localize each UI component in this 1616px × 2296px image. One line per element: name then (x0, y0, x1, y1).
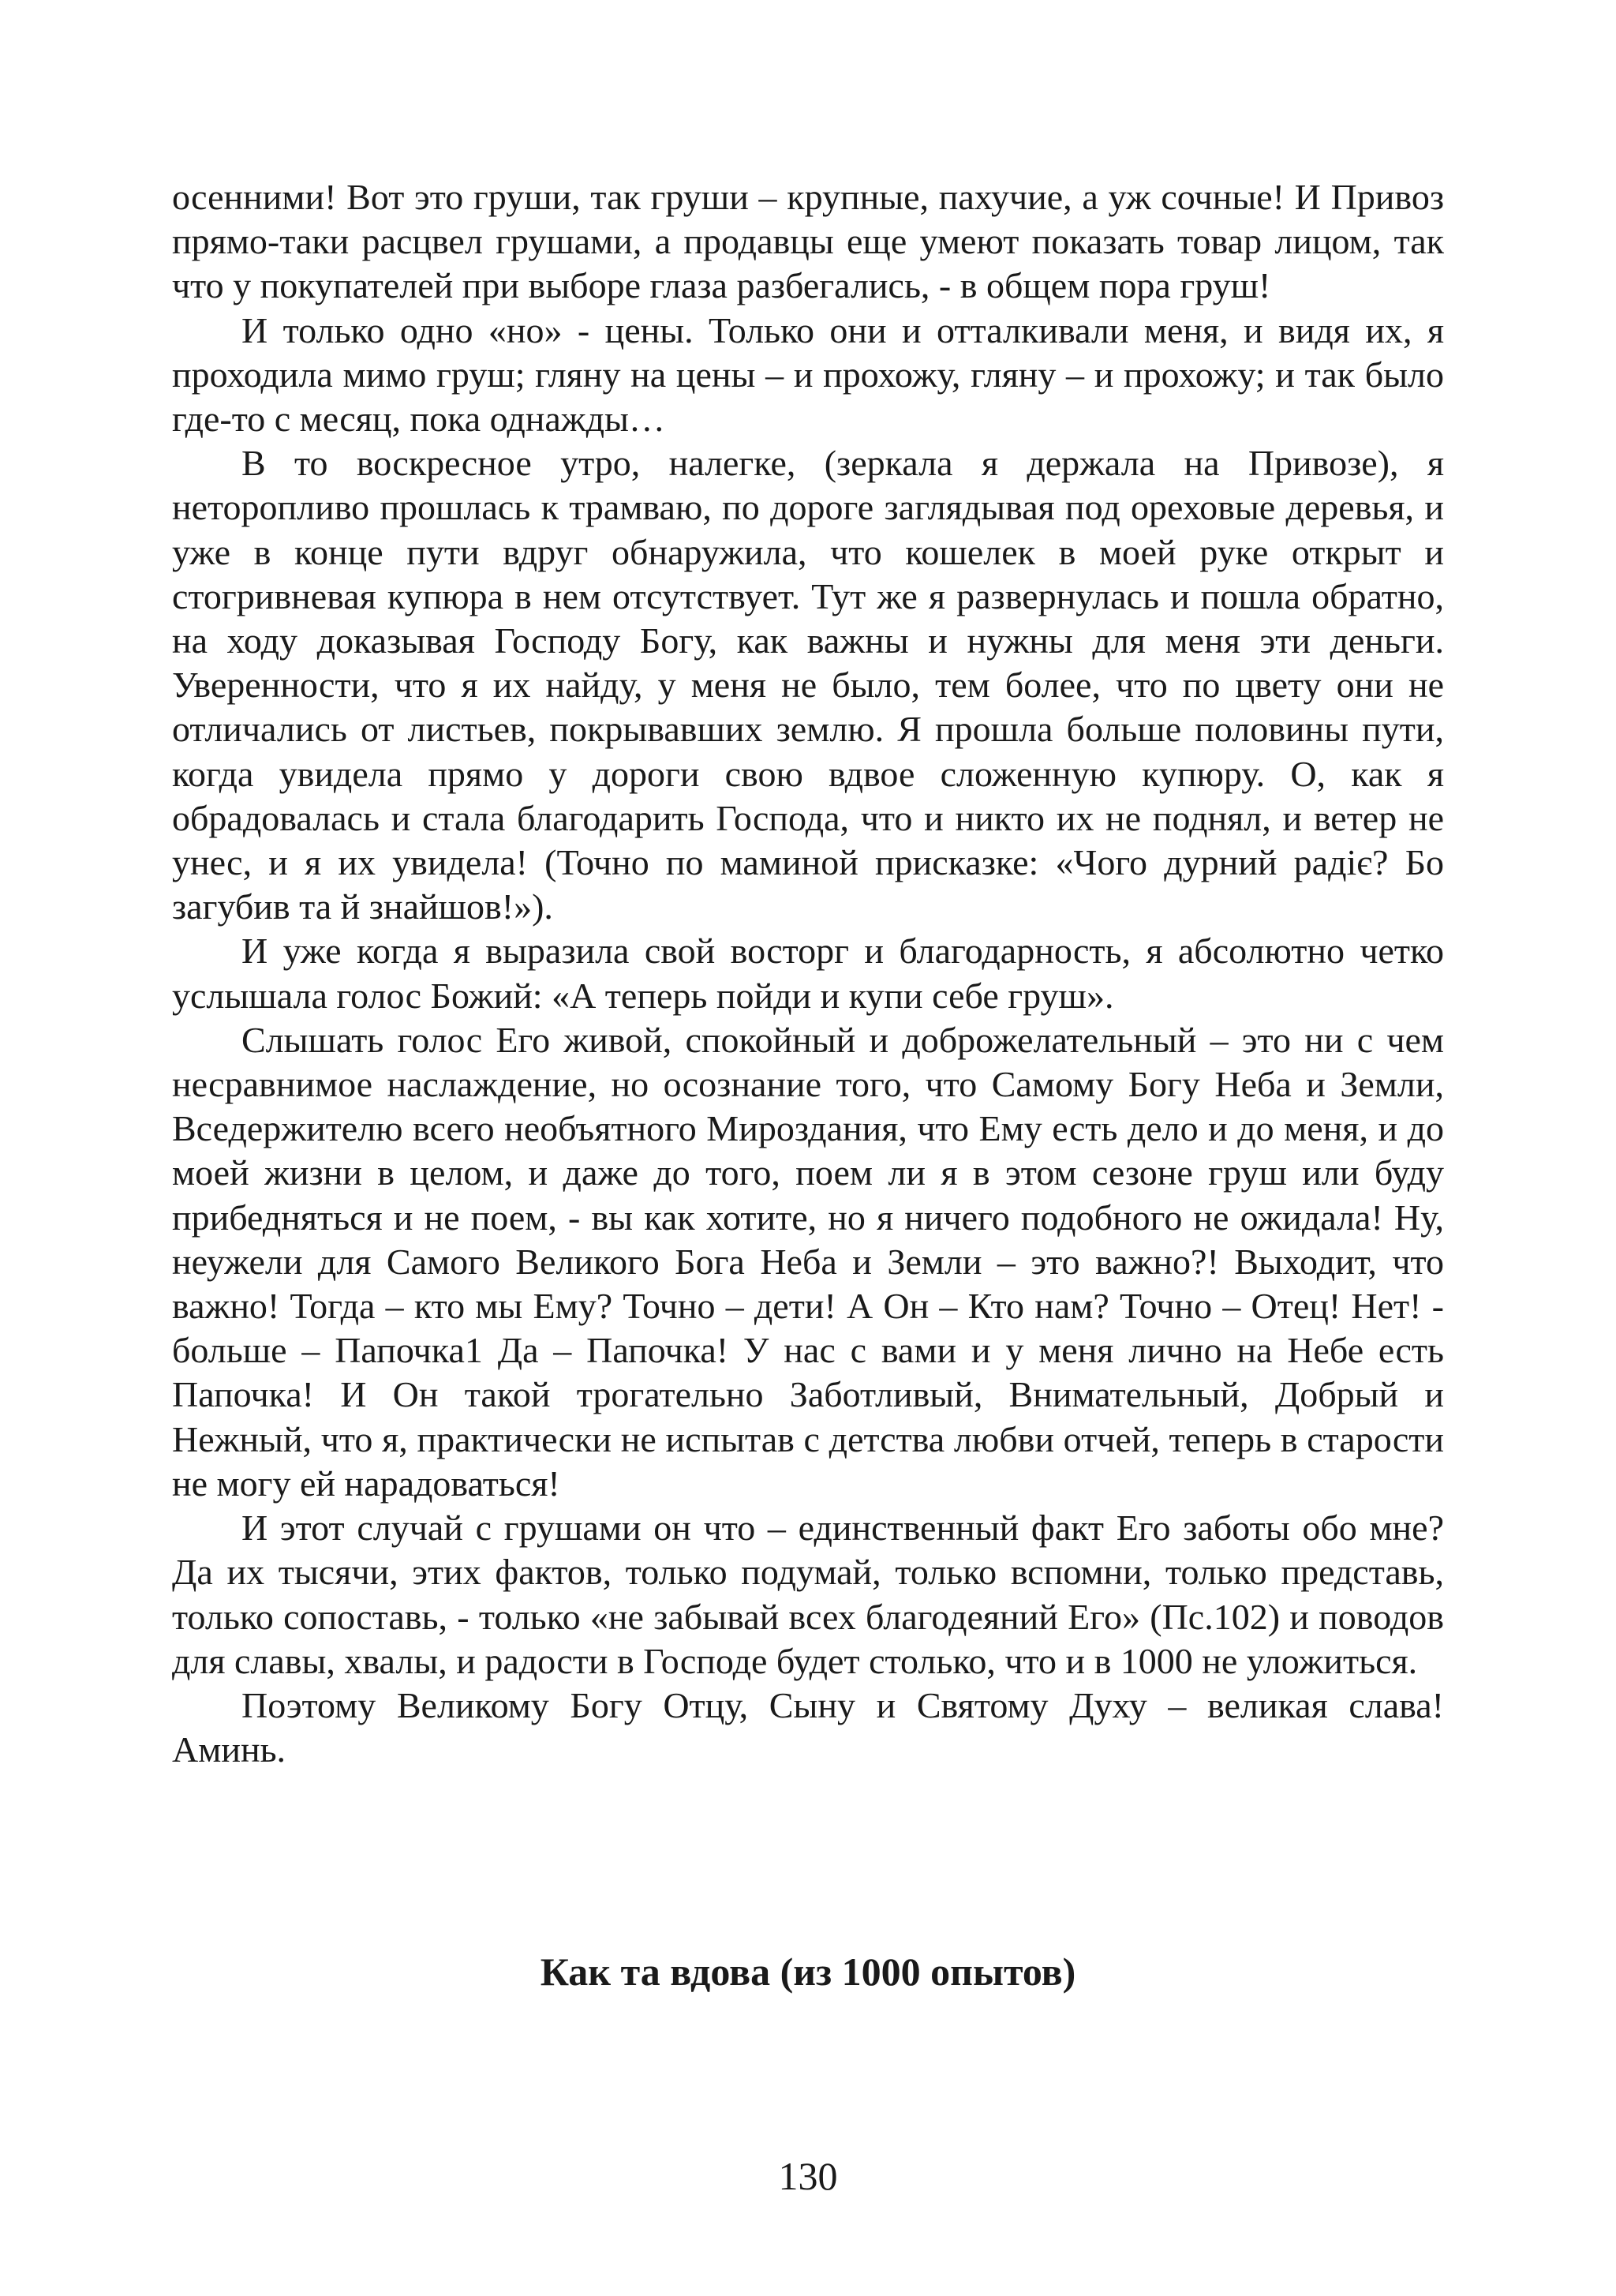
paragraph: И уже когда я выразила свой восторг и благодарность, я абсолютно четко услышала голос Божий: «А теперь пойди и купи себе груш». (172, 931, 1444, 1016)
paragraph: Поэтому Великому Богу Отцу, Сыну и Святому Духу – великая слава! Аминь. (172, 1684, 1444, 1770)
section-heading: Как та вдова (из 1000 опытов) (540, 1950, 1076, 1994)
paragraph-continuation: осенними! Вот это груши, так груши – крупные, пахучие, а уж сочные! И Привоз прямо-таки расцвел грушами, а продавцы еще умеют показать товар лицом, так что у покупателей при выборе глаза разбегались, - в общем пора груш! (172, 177, 1444, 306)
paragraph: Слышать голос Его живой, спокойный и доброжелательный – это ни с чем несравнимое наслаждение, но осознание того, что Самому Богу Неба и Земли, Вседержителю всего необъятного Мироздания, что Ему есть дело и до меня, и до моей жизни в целом, и даже до того, поем ли я в этом сезоне груш или буду прибедняться и не поем, - вы как хотите, но я ничего подобного не ожидала! Ну, неужели для Самого Великого Бога Неба и Земли – это важно?! Выходит, что важно! Тогда – кто мы Ему? Точно – дети! А Он – Кто нам? Точно – Отец! Нет! - больше – Папочка1 Да – Папочка! У нас с вами и у меня лично на Небе есть Папочка! И Он такой трогательно Заботливый, Внимательный, Добрый и Нежный, что я, практически не испытав с детства любви отчей, теперь в старости не могу ей нарадоваться! (172, 1019, 1444, 1504)
page-number: 130 (778, 2154, 838, 2198)
body-text (172, 175, 1444, 1772)
paragraph: И этот случай с грушами он что – единственный факт Его заботы обо мне? Да их тысячи, этих фактов, только подумай, только вспомни, только представь, только сопоставь, - только «не забывай всех благодеяний Его» (Пс.102) и поводов для славы, хвалы, и радости в Господе будет столько, что и в 1000 не уложиться. (172, 1508, 1444, 1681)
paragraph: И только одно «но» - цены. Только они и отталкивали меня, и видя их, я проходила мимо груш; гляну на цены – и прохожу, гляну – и прохожу; и так было где-то с месяц, пока однажды… (172, 309, 1444, 440)
paragraph: В то воскресное утро, налегке, (зеркала я держала на Привозе), я неторопливо прошлась к трамваю, по дороге заглядывая под ореховые деревья, и уже в конце пути вдруг обнаружила, что кошелек в моей руке открыт и стогривневая купюра в нем отсутствует. Тут же я развернулась и пошла обратно, на ходу доказывая Господу Богу, как важны и нужны для меня эти деньги. Уверенности, что я их найду, у меня не было, тем более, что по цвету они не отличались от листьев, покрывавших землю. Я прошла больше половины пути, когда увидела прямо у дороги свою вдвое сложенную купюру. О, как я обрадовалась и стала благодарить Господа, что и никто их не поднял, и ветер не унес, и я их увидела! (Точно по маминой присказке: «Чого дурний радіє? Бо загубив та й знайшов!»). (172, 443, 1444, 927)
